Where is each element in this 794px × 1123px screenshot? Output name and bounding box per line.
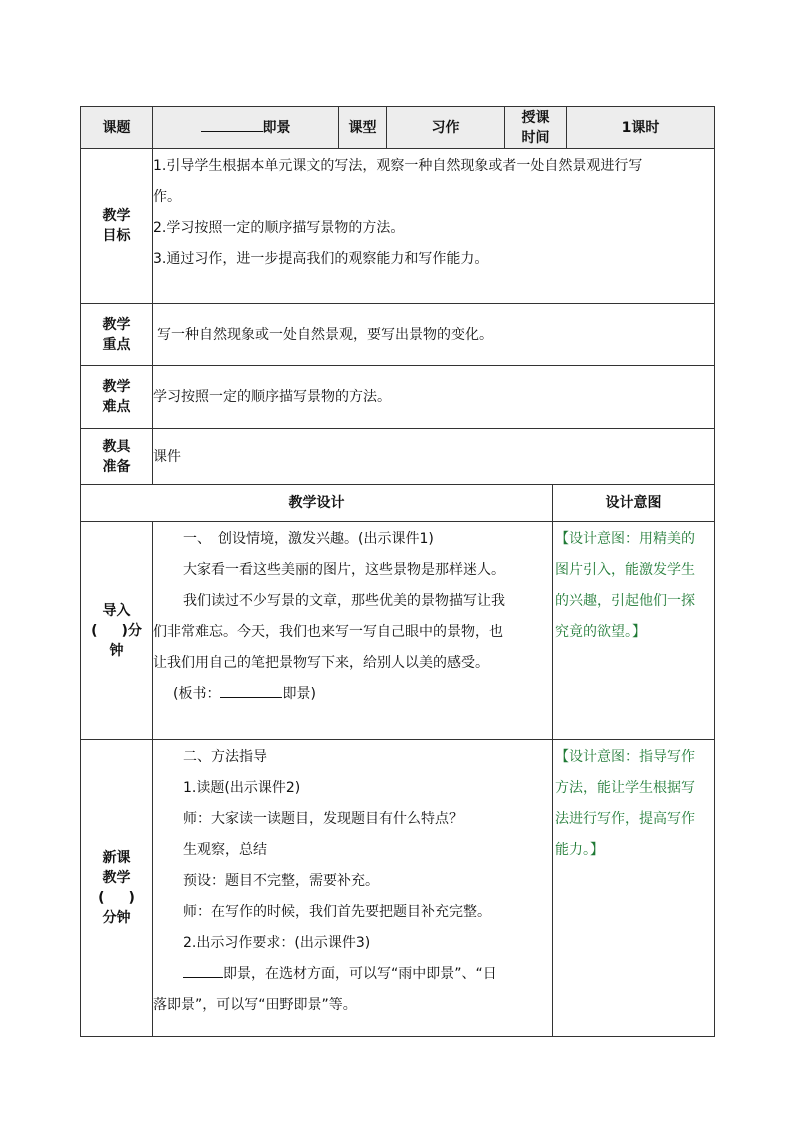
intro-intent-4: 究竟的欲望。】 — [555, 624, 646, 640]
design-header-left: 教学设计 — [81, 485, 553, 522]
intro-line-4: 们非常难忘。今天，我们也来写一写自己眼中的景物，也 — [153, 624, 503, 640]
difficulty-text: 学习按照一定的顺序描写景物的方法。 — [153, 366, 715, 429]
title-blank — [201, 117, 263, 132]
intro-paren-left: ( — [91, 622, 98, 639]
design-header-right: 设计意图 — [553, 485, 715, 522]
nl-line-3: 师：大家读一读题目，发现题目有什么特点？ — [183, 811, 463, 827]
intro-board-suffix: 即景) — [282, 686, 316, 702]
newlesson-label-1: 新课 — [102, 850, 131, 866]
nl-line-9: 落即景”，可以写“田野即景”等。 — [153, 997, 357, 1013]
newlesson-row — [81, 740, 715, 1037]
intro-line-3: 我们读过不少写景的文章，那些优美的景物描写让我 — [183, 593, 505, 609]
tools-label-2: 准备 — [102, 458, 131, 475]
goals-content — [153, 149, 715, 304]
tools-text: 课件 — [153, 429, 715, 485]
newlesson-paren-left: ( — [98, 890, 105, 906]
intro-intent-3: 的兴趣，引起他们一探 — [555, 593, 695, 609]
time-label — [505, 107, 567, 149]
newlesson-intent — [553, 740, 715, 1037]
goals-label — [81, 149, 153, 304]
nl-line-1: 二、方法指导 — [183, 749, 267, 765]
goal-1: 1.引导学生根据本单元课文的写法，观察一种自然现象或者一处自然景观进行写 — [153, 158, 643, 174]
nl-line-5: 预设：题目不完整，需要补充。 — [183, 873, 379, 889]
intro-line-1: 一、 创设情境，激发兴趣。(出示课件1) — [183, 531, 434, 547]
newlesson-content — [153, 740, 553, 1037]
newlesson-label — [81, 740, 153, 1037]
focus-row — [81, 304, 715, 366]
intro-line-5: 让我们用自己的笔把景物写下来，给别人以美的感受。 — [153, 655, 489, 671]
intro-row — [81, 522, 715, 740]
focus-label-2: 重点 — [102, 336, 131, 353]
intro-label-3: 钟 — [109, 642, 124, 659]
intro-content — [153, 522, 553, 740]
design-header-row — [81, 485, 715, 522]
intro-intent-2: 图片引入，能激发学生 — [555, 562, 695, 578]
newlesson-label-2: 教学 — [102, 870, 131, 886]
focus-label — [81, 304, 153, 366]
goal-2: 2.学习按照一定的顺序描写景物的方法。 — [153, 220, 405, 236]
intro-paren-right: )分 — [121, 622, 142, 639]
nl-blank — [183, 963, 223, 978]
intro-board-blank — [220, 683, 282, 698]
type-value: 习作 — [387, 107, 505, 149]
nl-intent-4: 能力。】 — [555, 842, 604, 858]
intro-label-2 — [81, 621, 152, 641]
difficulty-label — [81, 366, 153, 429]
nl-intent-1: 【设计意图：指导写作 — [555, 749, 695, 765]
header-row — [81, 107, 715, 149]
nl-line-6: 师：在写作的时候，我们首先要把题目补充完整。 — [183, 904, 491, 920]
tools-row — [81, 429, 715, 485]
topic-label: 课题 — [81, 107, 153, 149]
nl-intent-3: 法进行写作，提高写作 — [555, 811, 695, 827]
nl-intent-2: 方法，能让学生根据写 — [555, 780, 695, 796]
newlesson-label-4: 分钟 — [102, 910, 131, 926]
goals-label-1: 教学 — [102, 208, 131, 224]
focus-label-1: 教学 — [102, 316, 131, 333]
newlesson-paren-right: ) — [128, 890, 135, 906]
tools-label — [81, 429, 153, 485]
intro-label — [81, 522, 153, 740]
difficulty-label-1: 教学 — [102, 379, 131, 395]
time-value: 1课时 — [567, 107, 715, 149]
intro-line-2: 大家看一看这些美丽的图片，这些景物是那样迷人。 — [183, 562, 505, 578]
intro-label-1: 导入 — [102, 602, 131, 619]
nl-line-8 — [153, 959, 552, 990]
tools-label-1: 教具 — [102, 438, 131, 455]
nl-line-4: 生观察，总结 — [183, 842, 267, 858]
goals-label-2: 目标 — [102, 228, 131, 244]
type-label: 课型 — [339, 107, 387, 149]
goal-3: 3.通过习作，进一步提高我们的观察能力和写作能力。 — [153, 251, 489, 267]
focus-text: 写一种自然现象或一处自然景观，要写出景物的变化。 — [153, 304, 715, 366]
newlesson-label-3 — [81, 888, 152, 908]
lesson-plan-table — [80, 106, 715, 1037]
time-label-line2: 时间 — [521, 129, 550, 146]
time-label-line1: 授课 — [521, 109, 550, 126]
goal-1b: 作。 — [153, 189, 181, 205]
goals-row — [81, 149, 715, 304]
intro-intent — [553, 522, 715, 740]
difficulty-row — [81, 366, 715, 429]
difficulty-label-2: 难点 — [102, 399, 131, 415]
intro-intent-1: 【设计意图：用精美的 — [555, 531, 695, 547]
nl-line-7: 2.出示习作要求：(出示课件3) — [183, 935, 371, 951]
topic-value-text: 即景 — [262, 120, 291, 136]
nl-line-2: 1.读题(出示课件2) — [183, 780, 301, 796]
intro-board-prefix: (板书： — [173, 686, 221, 702]
intro-line-6 — [153, 679, 552, 710]
nl-line-8-text: 即景，在选材方面，可以写“雨中即景”、“日 — [223, 966, 497, 982]
topic-value — [153, 107, 339, 149]
